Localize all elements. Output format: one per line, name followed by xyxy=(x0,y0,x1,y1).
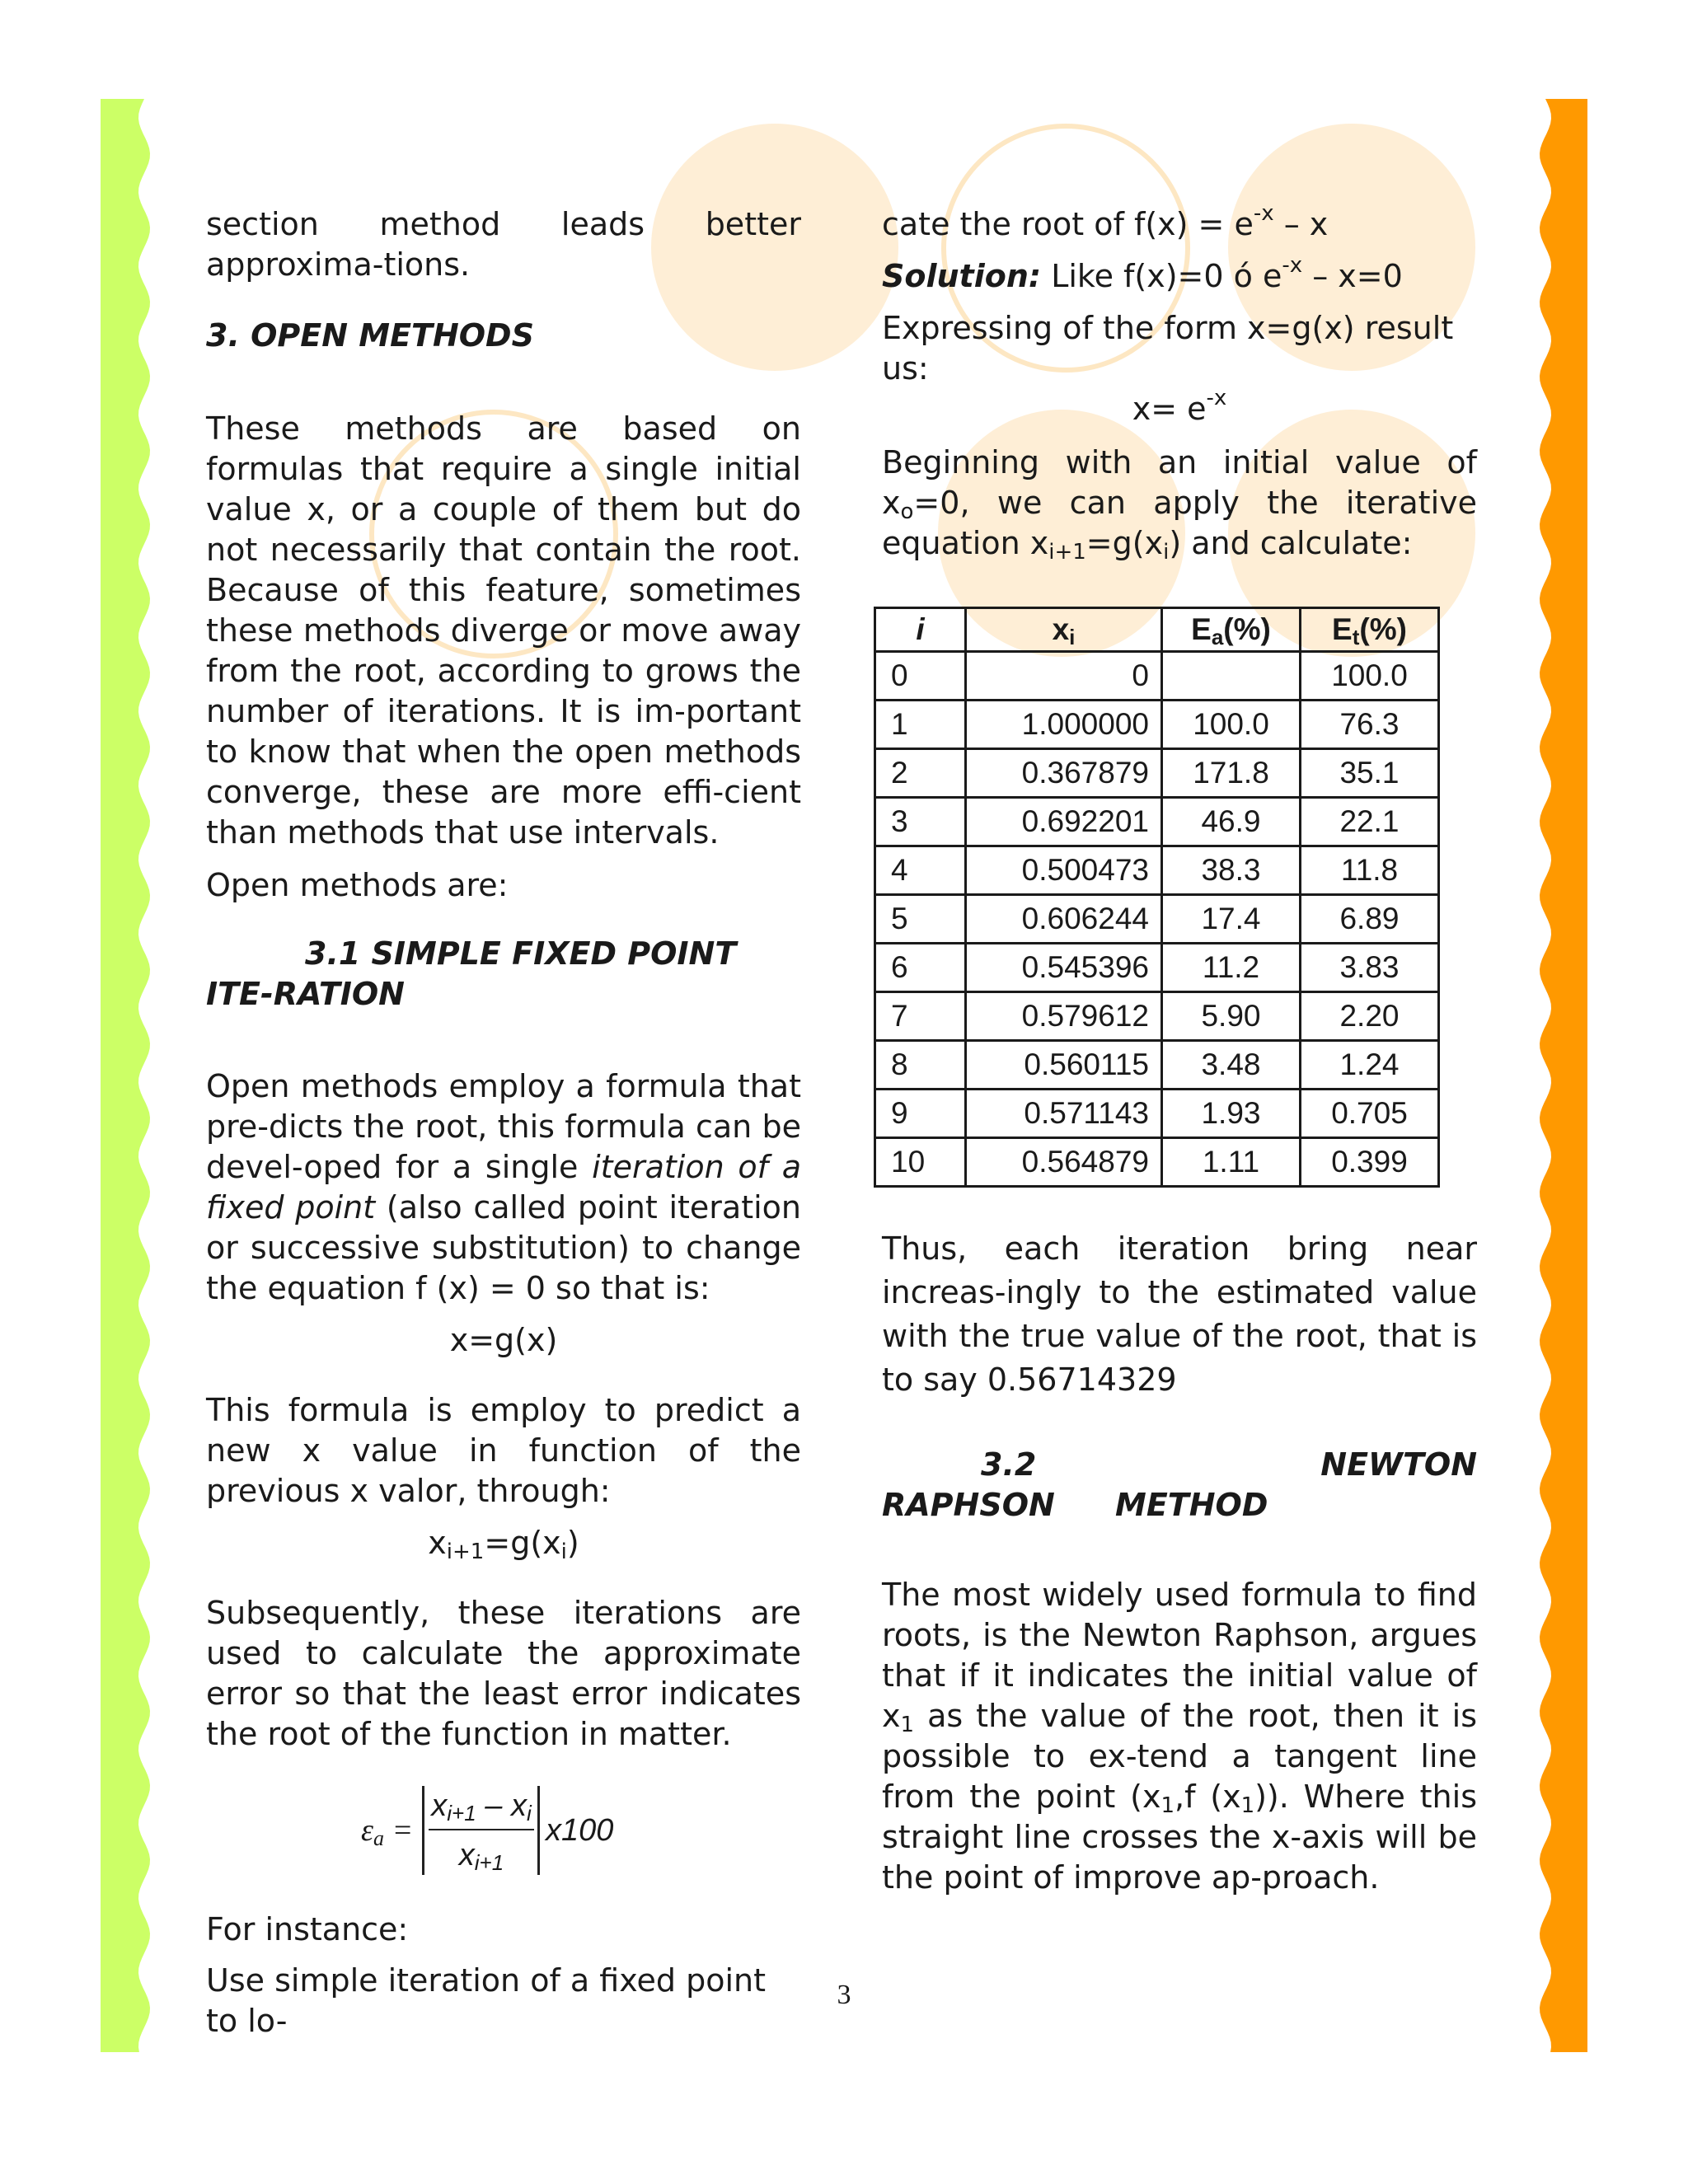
cell-i: 0 xyxy=(875,652,966,701)
cell-et: 3.83 xyxy=(1301,944,1439,992)
cell-i: 10 xyxy=(875,1138,966,1187)
approximate-error-formula: $\varepsilon_a$ = $x_{i+1} - x_i$ $x_{i+1}$ x100 xyxy=(206,1778,801,1885)
cell-ea: 5.90 xyxy=(1162,992,1301,1041)
equation-iteration: $x_{i+1}=g(x_i)$ xyxy=(428,1525,579,1564)
cell-i: 8 xyxy=(875,1041,966,1090)
paragraph: Beginning with an initial value of $x_o=0$, we can apply the iterative equation $x_{i+1}=g(x_i)$ and calculate: xyxy=(882,444,1477,565)
paragraph: cate the root of $f(x) = e^{-x} - x$ xyxy=(882,201,1329,242)
cell-i: 3 xyxy=(875,798,966,846)
subsection-heading-newton-raphson: 3.2 NEWTON RAPHSON METHOD xyxy=(882,1446,1477,1523)
table-row xyxy=(875,701,1439,749)
cell-ea: 17.4 xyxy=(1162,895,1301,944)
paragraph: The most widely used formula to find roots, is the Newton Raphson, argues that if it indicates the initial value of $x_1$ as the value of the root, then it is possible to ex-tend a tangent line from the point ($x_1,f$ $(x_1)$). Where this straight line crosses the x-axis will be the point of improve ap-proach. xyxy=(882,1577,1477,1896)
cell-et: 1.24 xyxy=(1301,1041,1439,1090)
cell-i: 5 xyxy=(875,895,966,944)
paragraph: Use simple iteration of a fixed point to lo- xyxy=(206,1962,767,2039)
cell-xi: 0.500473 xyxy=(966,846,1162,895)
cell-et: 2.20 xyxy=(1301,992,1439,1041)
column-header-ea: $E_a(\%)$ xyxy=(1162,608,1301,652)
table-row xyxy=(875,846,1439,895)
cell-ea: 1.93 xyxy=(1162,1090,1301,1138)
cell-xi: 1.000000 xyxy=(966,701,1162,749)
table-row xyxy=(875,1138,1439,1187)
cell-xi: 0.564879 xyxy=(966,1138,1162,1187)
cell-xi: 0.579612 xyxy=(966,992,1162,1041)
table-row xyxy=(875,895,1439,944)
table-row xyxy=(875,798,1439,846)
paragraph: Open methods are: xyxy=(206,867,509,903)
paragraph: section method leads better approxima-tions. xyxy=(206,206,801,283)
paragraph: This formula is employ to predict a new x value in function of the previous x valor, through: xyxy=(206,1392,801,1509)
cell-et: 0.705 xyxy=(1301,1090,1439,1138)
column-header-i: i xyxy=(875,608,966,652)
cell-et: 100.0 xyxy=(1301,652,1439,701)
cell-xi: 0.560115 xyxy=(966,1041,1162,1090)
cell-et: 6.89 xyxy=(1301,895,1439,944)
cell-ea: 11.2 xyxy=(1162,944,1301,992)
solution-line: Solution: Like f(x)=0 ó $e^{-x} - x=0$ xyxy=(882,253,1403,294)
equation-x-equals-e: $x= e^{-x}$ xyxy=(1132,386,1227,427)
cell-xi: 0.571143 xyxy=(966,1090,1162,1138)
paragraph: Open methods employ a formula that pre-dicts the root, this formula can be devel-oped for a single iteration of a fixed point (also called point iteration or successive substitution) to change the equation f (x) = 0 so that is: xyxy=(206,1068,802,1306)
page-number: 3 xyxy=(837,1980,851,2010)
cell-xi: 0.367879 xyxy=(966,749,1162,798)
iteration-table xyxy=(874,607,1440,1188)
cell-ea: 3.48 xyxy=(1162,1041,1301,1090)
left-column xyxy=(206,204,801,2041)
equation-x-equals-gx: x=g(x) xyxy=(449,1322,558,1358)
table-row xyxy=(875,1041,1439,1090)
cell-ea: 171.8 xyxy=(1162,749,1301,798)
column-header-et: $E_t(\%)$ xyxy=(1301,608,1439,652)
cell-et: 35.1 xyxy=(1301,749,1439,798)
cell-ea: 1.11 xyxy=(1162,1138,1301,1187)
cell-i: 6 xyxy=(875,944,966,992)
cell-ea: 100.0 xyxy=(1162,701,1301,749)
cell-xi: 0.545396 xyxy=(966,944,1162,992)
right-decorative-stripe xyxy=(1540,99,1587,2052)
cell-et: 22.1 xyxy=(1301,798,1439,846)
paragraph: These methods are based on formulas that require a single initial value x, or a couple of them but do not necessarily that contain the root. Because of this feature, sometimes these methods diverge or move away from the root, according to grows the number of iterations. It is im-portant to know that when the open methods converge, these are more effi-cient than methods that use intervals. xyxy=(206,410,801,851)
column-header-xi: $x_i$ xyxy=(966,608,1162,652)
cell-xi: 0 xyxy=(966,652,1162,701)
table-row xyxy=(875,944,1439,992)
cell-xi: 0.606244 xyxy=(966,895,1162,944)
paragraph: For instance: xyxy=(206,1911,409,1947)
table-row xyxy=(875,1090,1439,1138)
cell-xi: 0.692201 xyxy=(966,798,1162,846)
cell-ea: 46.9 xyxy=(1162,798,1301,846)
table-header-row xyxy=(875,608,1439,652)
table-row xyxy=(875,652,1439,701)
table-row xyxy=(875,992,1439,1041)
section-heading-open-methods: 3. OPEN METHODS xyxy=(206,317,534,354)
table-body xyxy=(875,652,1439,1187)
cell-i: 4 xyxy=(875,846,966,895)
cell-i: 7 xyxy=(875,992,966,1041)
left-decorative-stripe xyxy=(101,99,150,2052)
subsection-heading-fixed-point: 3.1 SIMPLE FIXED POINT ITE-RATION xyxy=(206,935,737,1012)
cell-et: 11.8 xyxy=(1301,846,1439,895)
cell-i: 9 xyxy=(875,1090,966,1138)
paragraph: Subsequently, these iterations are used to calculate the approximate error so that the least error indicates the root of the function in matter. xyxy=(206,1595,801,1752)
cell-et: 76.3 xyxy=(1301,701,1439,749)
cell-i: 1 xyxy=(875,701,966,749)
cell-ea xyxy=(1162,652,1301,701)
cell-et: 0.399 xyxy=(1301,1138,1439,1187)
cell-i: 2 xyxy=(875,749,966,798)
cell-ea: 38.3 xyxy=(1162,846,1301,895)
paragraph: Thus, each iteration bring near increas-ingly to the estimated value with the true value of the root, that is to say 0.56714329 xyxy=(882,1230,1477,1398)
paragraph: Expressing of the form x=g(x) result us: xyxy=(882,310,1454,387)
right-column xyxy=(882,201,1477,1898)
table-row xyxy=(875,749,1439,798)
